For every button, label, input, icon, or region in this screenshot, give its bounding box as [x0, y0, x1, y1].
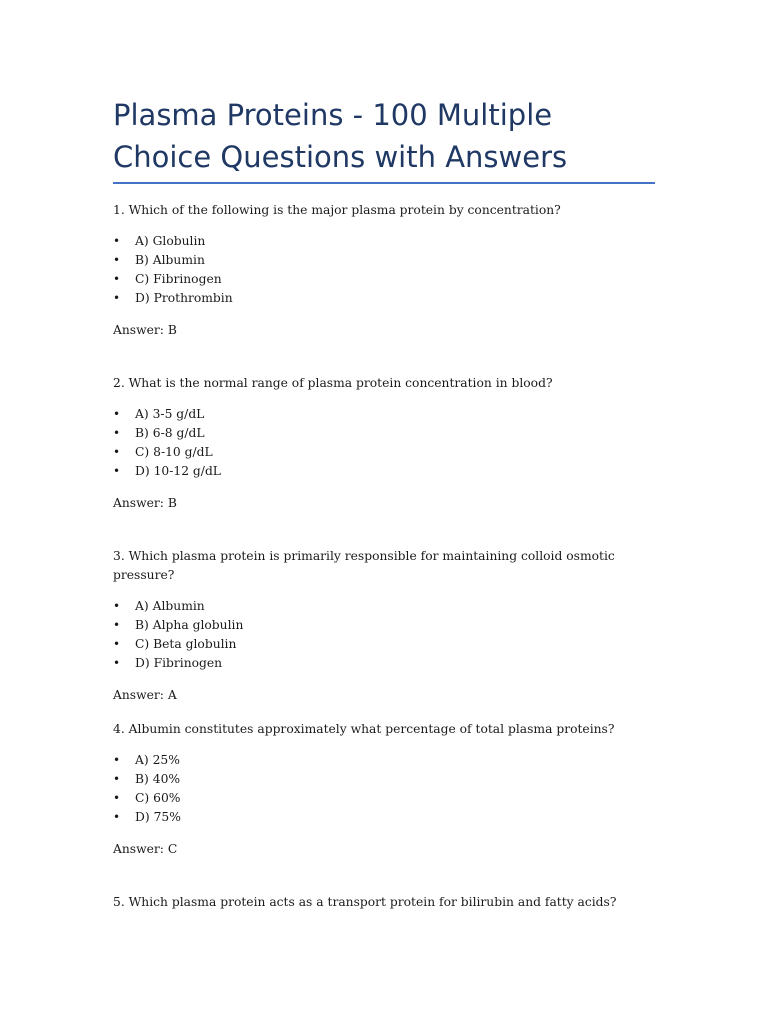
- answer-text: Answer: B: [113, 323, 177, 337]
- bullet-icon: •: [113, 772, 121, 786]
- option-item: • B) 40%: [113, 770, 614, 789]
- option-item: • B) 6-8 g/dL: [113, 424, 553, 443]
- question-text: 1. Which of the following is the major plasma protein by concentration?: [113, 203, 561, 217]
- option-item: • A) 3-5 g/dL: [113, 405, 553, 424]
- bullet-icon: •: [113, 637, 121, 651]
- answer-text: Answer: B: [113, 496, 177, 510]
- question-text: 3. Which plasma protein is primarily responsible for maintaining colloid osmotic pressure?: [113, 549, 615, 582]
- question-block-5: [113, 893, 616, 912]
- bullet-icon: •: [113, 656, 121, 670]
- bullet-icon: •: [113, 464, 121, 478]
- option-list: [113, 751, 614, 827]
- option-item: • D) 75%: [113, 808, 614, 827]
- option-item: • D) Fibrinogen: [113, 654, 655, 673]
- question-block-3: [113, 547, 655, 705]
- bullet-icon: •: [113, 599, 121, 613]
- bullet-icon: •: [113, 291, 121, 305]
- bullet-icon: •: [113, 791, 121, 805]
- answer-text: Answer: C: [113, 842, 178, 856]
- bullet-icon: •: [113, 753, 121, 767]
- option-list: [113, 597, 655, 673]
- bullet-icon: •: [113, 253, 121, 267]
- question-text: 2. What is the normal range of plasma protein concentration in blood?: [113, 376, 553, 390]
- option-item: • A) 25%: [113, 751, 614, 770]
- option-list: [113, 232, 561, 308]
- page-title: Plasma Proteins - 100 Multiple Choice Questions with Answers: [113, 98, 568, 174]
- question-block-4: [113, 720, 614, 859]
- question-block-2: [113, 374, 553, 513]
- option-item: • D) 10-12 g/dL: [113, 462, 553, 481]
- option-item: • B) Albumin: [113, 251, 561, 270]
- bullet-icon: •: [113, 234, 121, 248]
- option-list: [113, 405, 553, 481]
- question-block-1: [113, 201, 561, 340]
- bullet-icon: •: [113, 445, 121, 459]
- title-divider: [113, 182, 655, 184]
- answer-text: Answer: A: [113, 688, 177, 702]
- option-item: • C) 8-10 g/dL: [113, 443, 553, 462]
- bullet-icon: •: [113, 407, 121, 421]
- bullet-icon: •: [113, 272, 121, 286]
- document-page: [113, 94, 655, 909]
- option-item: • A) Globulin: [113, 232, 561, 251]
- option-item: • A) Albumin: [113, 597, 655, 616]
- bullet-icon: •: [113, 426, 121, 440]
- option-item: • D) Prothrombin: [113, 289, 561, 308]
- bullet-icon: •: [113, 618, 121, 632]
- question-text: 5. Which plasma protein acts as a transport protein for bilirubin and fatty acids?: [113, 895, 617, 909]
- question-text: 4. Albumin constitutes approximately what percentage of total plasma proteins?: [113, 722, 615, 736]
- option-item: • C) 60%: [113, 789, 614, 808]
- option-item: • B) Alpha globulin: [113, 616, 655, 635]
- bullet-icon: •: [113, 810, 121, 824]
- option-item: • C) Beta globulin: [113, 635, 655, 654]
- option-item: • C) Fibrinogen: [113, 270, 561, 289]
